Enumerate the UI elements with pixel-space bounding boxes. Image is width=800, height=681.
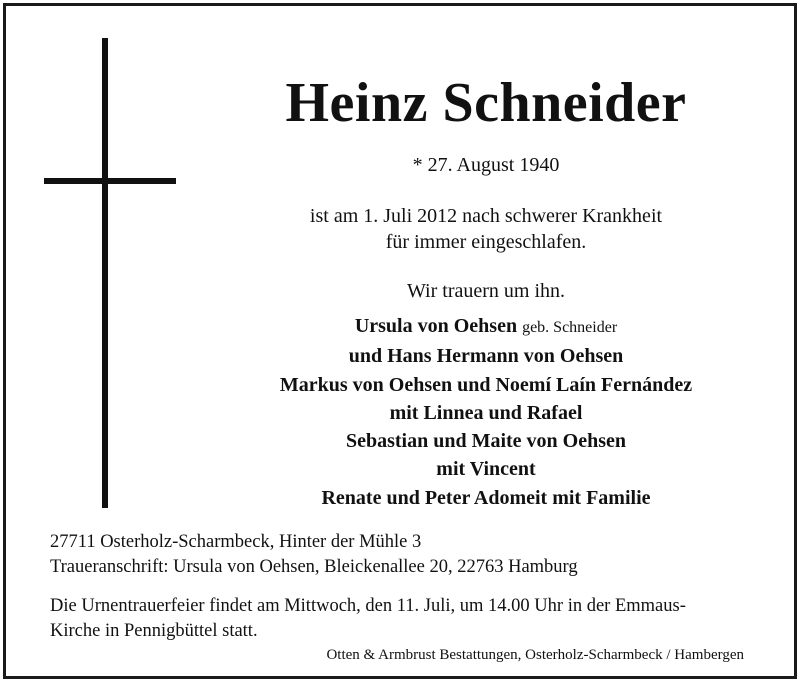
cross-vertical-bar <box>102 38 108 508</box>
family-line-first <box>176 312 796 342</box>
death-notice-line: ist am 1. Juli 2012 nach schwerer Krankheit <box>309 205 663 227</box>
death-notice <box>176 203 796 255</box>
family-line: und Hans Hermann von Oehsen <box>348 345 624 368</box>
family-first-name: Ursula von Oehsen <box>354 315 518 337</box>
family-line: Renate und Peter Adomeit mit Familie <box>321 486 651 509</box>
address-block <box>50 530 578 580</box>
family-first-suffix: geb. Schneider <box>522 319 618 336</box>
mourning-address-line: Traueranschrift: Ursula von Oehsen, Bleickenallee 20, 22763 Hamburg <box>50 557 578 577</box>
family-line: Markus von Oehsen und Noemí Laín Fernández <box>279 373 693 396</box>
ceremony-line: Kirche in Pennigbüttel statt. <box>50 621 258 641</box>
family-line: mit Linnea und Rafael <box>389 401 583 424</box>
death-notice-line: für immer eingeschlafen. <box>385 231 587 253</box>
ceremony-line: Die Urnentrauerfeier findet am Mittwoch, den 11. Juli, um 14.00 Uhr in der Emmaus- <box>50 596 686 616</box>
ceremony-info <box>50 594 760 644</box>
family-list <box>176 312 796 512</box>
family-line: Sebastian und Maite von Oehsen <box>345 430 627 453</box>
cross-horizontal-bar <box>44 178 176 184</box>
undertaker-credit: Otten & Armbrust Bestattungen, Osterholz-Scharmbeck / Hambergen <box>326 647 744 663</box>
mourning-statement: Wir trauern um ihn. <box>406 280 566 302</box>
obituary-frame <box>3 3 797 679</box>
address-line: 27711 Osterholz-Scharmbeck, Hinter der Mühle 3 <box>50 532 422 552</box>
family-line: mit Vincent <box>436 458 536 481</box>
deceased-name: Heinz Schneider <box>285 72 687 134</box>
birth-date: * 27. August 1940 <box>412 154 560 176</box>
